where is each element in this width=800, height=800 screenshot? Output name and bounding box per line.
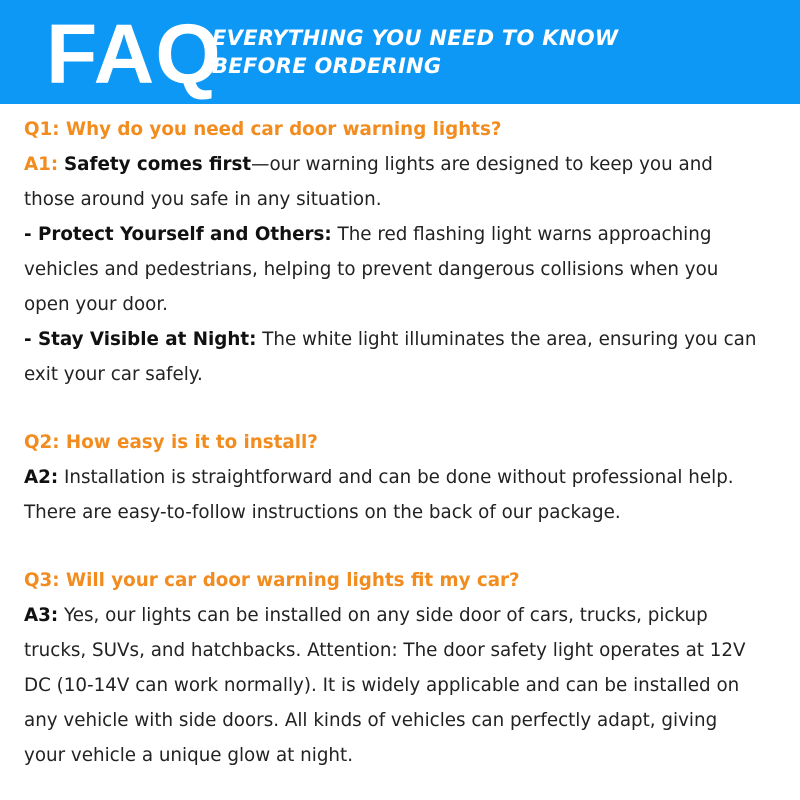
answer-2-line-1 [24, 460, 794, 495]
point-2-title: - Stay Visible at Night: [24, 329, 257, 350]
point-1-line-2: vehicles and pedestrians, helping to prevent dangerous collisions when you [24, 259, 719, 280]
answer-1-label: A1: [24, 154, 59, 175]
answer-3-line-1 [24, 598, 794, 633]
answer-3-label: A3: [24, 605, 59, 626]
point-1-line-3: open your door. [24, 294, 168, 315]
point-1-text: The red flashing light warns approaching [331, 224, 712, 245]
answer-1-lead: Safety comes first [64, 154, 252, 175]
spacer [24, 392, 794, 425]
answer-3-text: Yes, our lights can be installed on any side door of cars, trucks, pickup [58, 605, 708, 626]
point-2-line-1 [24, 322, 794, 357]
faq-item-3 [24, 563, 794, 773]
answer-1-line-1 [24, 147, 794, 182]
question-3: Q3: Will your car door warning lights fit my car? [24, 570, 520, 591]
faq-header-banner [0, 0, 800, 104]
faq-item-1 [24, 112, 794, 392]
point-2-line-2: exit your car safely. [24, 364, 203, 385]
point-2-text: The white light illuminates the area, ensuring you can [256, 329, 757, 350]
answer-2-text: Installation is straightforward and can be done without professional help. [58, 467, 734, 488]
tagline-line-2: BEFORE ORDERING [212, 54, 442, 78]
faq-title: FAQ [46, 7, 222, 101]
faq-content [24, 112, 794, 773]
answer-3-line-2: trucks, SUVs, and hatchbacks. Attention: The door safety light operates at 12V [24, 640, 746, 661]
header-tagline [212, 24, 618, 80]
answer-3-line-3: DC (10-14V can work normally). It is widely applicable and can be installed on [24, 675, 740, 696]
question-1: Q1: Why do you need car door warning lights? [24, 119, 502, 140]
tagline-line-1: EVERYTHING YOU NEED TO KNOW [212, 26, 619, 50]
question-2: Q2: How easy is it to install? [24, 432, 318, 453]
answer-3-line-5: your vehicle a unique glow at night. [24, 745, 353, 766]
answer-1-line-2: those around you safe in any situation. [24, 189, 382, 210]
answer-1-text: —our warning lights are designed to keep you and [251, 154, 713, 175]
point-1-title: - Protect Yourself and Others: [24, 224, 332, 245]
faq-item-2 [24, 425, 794, 530]
point-1-line-1 [24, 217, 794, 252]
answer-3-line-4: any vehicle with side doors. All kinds of vehicles can perfectly adapt, giving [24, 710, 718, 731]
spacer [24, 530, 794, 563]
answer-2-label: A2: [24, 467, 59, 488]
answer-2-line-2: There are easy-to-follow instructions on the back of our package. [24, 502, 621, 523]
